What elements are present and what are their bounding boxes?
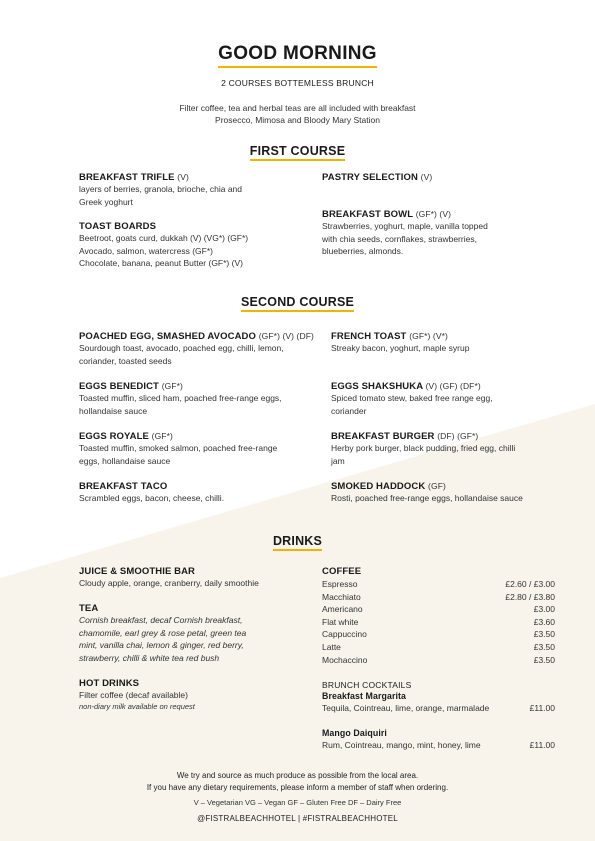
item-desc-2: Avocado, salmon, watercress (GF*) — [79, 245, 213, 256]
item-tags: (V) — [420, 172, 433, 182]
first-course-heading: FIRST COURSE — [250, 144, 345, 161]
item-desc-3: mint, vanilla chai, lemon & ginger, red berry, — [79, 640, 244, 650]
item-tags: (GF*) (V) — [415, 209, 452, 219]
item-desc-1: layers of berries, granola, brioche, chia and — [79, 184, 243, 194]
item-name: HOT DRINKS — [79, 678, 140, 689]
item-breakfast-taco — [79, 481, 319, 505]
item-desc-1: Beetroot, goats curd, dukkah (V) (VG*) (GF*) — [79, 233, 249, 243]
cocktail-row-daiquiri — [322, 739, 555, 752]
cocktail-row-margarita — [322, 702, 555, 715]
coffee-row — [322, 654, 555, 667]
second-course-heading: SECOND COURSE — [241, 295, 354, 312]
item-hot-drinks — [79, 678, 309, 711]
item-poached-egg — [79, 331, 319, 367]
cocktail-desc: Tequila, Cointreau, lime, orange, marmalade — [322, 703, 490, 713]
item-desc-1: Streaky bacon, yoghurt, maple syrup — [331, 343, 470, 353]
item-tags: (GF*) — [151, 431, 173, 441]
social-handles: @FISTRALBEACHHOTEL | #FISTRALBEACHHOTEL — [197, 814, 398, 823]
intro — [0, 102, 595, 126]
subtitle: 2 COURSES BOTTEMLESS BRUNCH — [221, 78, 374, 88]
coffee-row — [322, 628, 555, 641]
item-desc-4: strawberry, chilli & white tea red bush — [79, 652, 220, 663]
coffee-price: £3.00 — [533, 604, 555, 615]
item-tags: (GF*) (V) (DF) — [258, 331, 314, 341]
coffee-name: Macchiato — [322, 591, 361, 602]
item-name: BREAKFAST TRIFLE — [79, 172, 175, 183]
item-name: FRENCH TOAST — [331, 331, 407, 342]
coffee-row — [322, 578, 555, 591]
item-desc-1: Filter coffee (decaf available) — [79, 690, 188, 700]
cocktail-price: £11.00 — [529, 739, 555, 750]
item-desc-1: Cornish breakfast, decaf Cornish breakfast, — [79, 615, 243, 625]
item-desc-2: Greek yoghurt — [79, 196, 133, 207]
cocktails-heading: BRUNCH COCKTAILS — [322, 680, 412, 690]
item-breakfast-trifle — [79, 172, 299, 208]
item-breakfast-bowl — [322, 209, 552, 258]
item-toast-boards — [79, 221, 309, 270]
first-course-heading-wrap — [0, 142, 595, 161]
coffee-price: £3.50 — [533, 654, 555, 665]
drinks-heading: DRINKS — [273, 534, 322, 551]
coffee-price: £3.50 — [533, 629, 555, 640]
item-desc-1: Spiced tomato stew, baked free range egg, — [331, 393, 493, 403]
coffee-row — [322, 603, 555, 616]
coffee-name: Espresso — [322, 579, 358, 589]
item-tea — [79, 603, 309, 664]
intro-line-2: Prosecco, Mimosa and Bloody Mary Station — [215, 115, 380, 125]
item-tags: (DF) (GF*) — [437, 431, 479, 441]
item-name: EGGS ROYALE — [79, 431, 149, 442]
item-tags: (GF*) (V*) — [409, 331, 448, 341]
coffee-row — [322, 641, 555, 654]
item-desc-2: coriander — [331, 405, 367, 416]
second-course-heading-wrap — [0, 293, 595, 312]
item-desc-1: Scrambled eggs, bacon, cheese, chilli. — [79, 493, 225, 503]
item-name: TOAST BOARDS — [79, 221, 157, 232]
item-pastry-selection — [322, 172, 542, 183]
item-desc-1: Cloudy apple, orange, cranberry, daily smoothie — [79, 578, 259, 588]
cocktail-price: £11.00 — [529, 703, 555, 713]
item-tags: (V) — [177, 172, 189, 182]
intro-line-1: Filter coffee, tea and herbal teas are all included with breakfast — [179, 103, 416, 113]
header — [0, 43, 595, 68]
item-desc-2: hollandaise sauce — [79, 405, 148, 416]
item-name: POACHED EGG, SMASHED AVOCADO — [79, 331, 256, 342]
item-name: BREAKFAST TACO — [79, 481, 168, 492]
coffee-price: £2.60 / £3.00 — [505, 579, 555, 589]
item-desc-2: chamomile, earl grey & rose petal, green tea — [79, 627, 247, 638]
item-name: JUICE & SMOOTHIE BAR — [79, 566, 196, 577]
brunch-cocktails — [322, 680, 555, 751]
footer-line-2: If you have any dietary requirements, please inform a member of staff when ordering. — [146, 782, 449, 792]
coffee-name: Flat white — [322, 616, 359, 627]
cocktail-name: Mango Daiquiri — [322, 727, 387, 738]
item-desc-2: eggs, hollandaise sauce — [79, 455, 171, 466]
item-desc-2: jam — [331, 455, 345, 466]
item-tags: (GF*) — [161, 381, 183, 391]
drinks-heading-wrap — [0, 532, 595, 551]
item-breakfast-burger — [331, 431, 561, 467]
item-desc-1: Rosti, poached free-range eggs, hollandaise sauce — [331, 493, 523, 503]
item-eggs-benedict — [79, 381, 319, 417]
item-name: EGGS BENEDICT — [79, 381, 159, 392]
coffee-row — [322, 591, 555, 604]
page-title: GOOD MORNING — [218, 43, 377, 68]
item-eggs-royale — [79, 431, 319, 467]
item-desc-1: Strawberries, yoghurt, maple, vanilla topped — [322, 221, 488, 231]
coffee-price: £3.60 — [533, 616, 555, 627]
item-name: BREAKFAST BURGER — [331, 431, 435, 442]
item-desc-1: Toasted muffin, smoked salmon, poached free-range — [79, 443, 278, 453]
item-french-toast — [331, 331, 561, 355]
item-desc-1: Herby pork burger, black pudding, fried egg, chilli — [331, 443, 516, 453]
item-desc-3: blueberries, almonds. — [322, 246, 404, 256]
item-name: BREAKFAST BOWL — [322, 209, 413, 220]
item-smoked-haddock — [331, 481, 561, 505]
coffee-row — [322, 616, 555, 629]
coffee-name: Latte — [322, 641, 341, 652]
footer-notice — [0, 770, 595, 793]
item-eggs-shakshuka — [331, 381, 561, 417]
cocktail-desc: Rum, Cointreau, mango, mint, honey, lime — [322, 739, 481, 750]
item-name: TEA — [79, 603, 99, 614]
item-tags: (GF) — [428, 481, 446, 491]
item-juice-bar — [79, 566, 309, 590]
item-note: non-diary milk available on request — [79, 701, 195, 711]
footer-line-1: We try and source as much produce as possible from the local area. — [176, 771, 419, 780]
dietary-legend: V – Vegetarian VG – Vegan GF – Gluten Free DF – Dairy Free — [193, 798, 402, 807]
item-name: PASTRY SELECTION — [322, 172, 418, 183]
item-desc-1: Toasted muffin, sliced ham, poached free-range eggs, — [79, 393, 282, 403]
item-desc-2: with chia seeds, cornflakes, strawberries, — [322, 233, 477, 244]
item-name: SMOKED HADDOCK — [331, 481, 426, 492]
coffee-price: £3.50 — [533, 641, 555, 652]
coffee-name: Mochaccino — [322, 654, 368, 665]
item-name: EGGS SHAKSHUKA — [331, 381, 423, 392]
item-desc-2: coriander, toasted seeds — [79, 355, 172, 366]
item-desc-1: Sourdough toast, avocado, poached egg, chilli, lemon, — [79, 343, 284, 353]
cocktail-name: Breakfast Margarita — [322, 691, 407, 701]
item-tags: (V) (GF) (DF*) — [425, 381, 481, 391]
coffee-name: Americano — [322, 604, 363, 615]
coffee-rows — [322, 578, 555, 666]
coffee-name: Cappuccino — [322, 629, 367, 640]
item-desc-3: Chocolate, banana, peanut Butter (GF*) (V) — [79, 258, 243, 268]
coffee-list — [322, 566, 555, 666]
coffee-heading: COFFEE — [322, 566, 362, 577]
coffee-price: £2.80 / £3.80 — [505, 591, 555, 602]
